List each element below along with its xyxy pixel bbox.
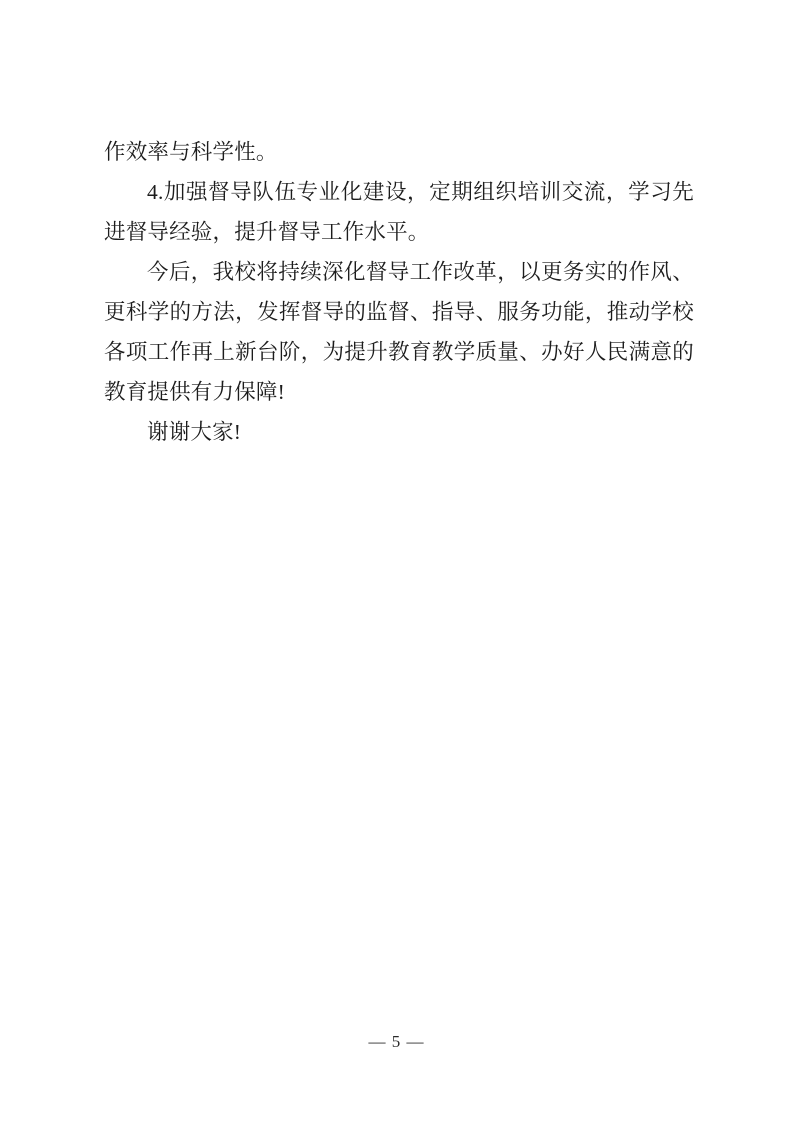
paragraph-closing-thanks: 谢谢大家! [147,420,242,444]
paragraph-numbered-item-4: 4.加强督导队伍专业化建设，定期组织培训交流，学习先进督导经验，提升督导工作水平。 [104,180,694,244]
paragraph-continuation: 作效率与科学性。 [104,140,278,164]
paragraph-outlook: 今后，我校将持续深化督导工作改革，以更务实的作风、更科学的方法，发挥督导的监督、指导、服务功能，推动学校各项工作再上新台阶，为提升教育教学质量、办好人民满意的教育提供有力保障! [104,260,694,404]
page-number-footer: — 5 — [368,1032,425,1051]
document-body [104,132,694,452]
